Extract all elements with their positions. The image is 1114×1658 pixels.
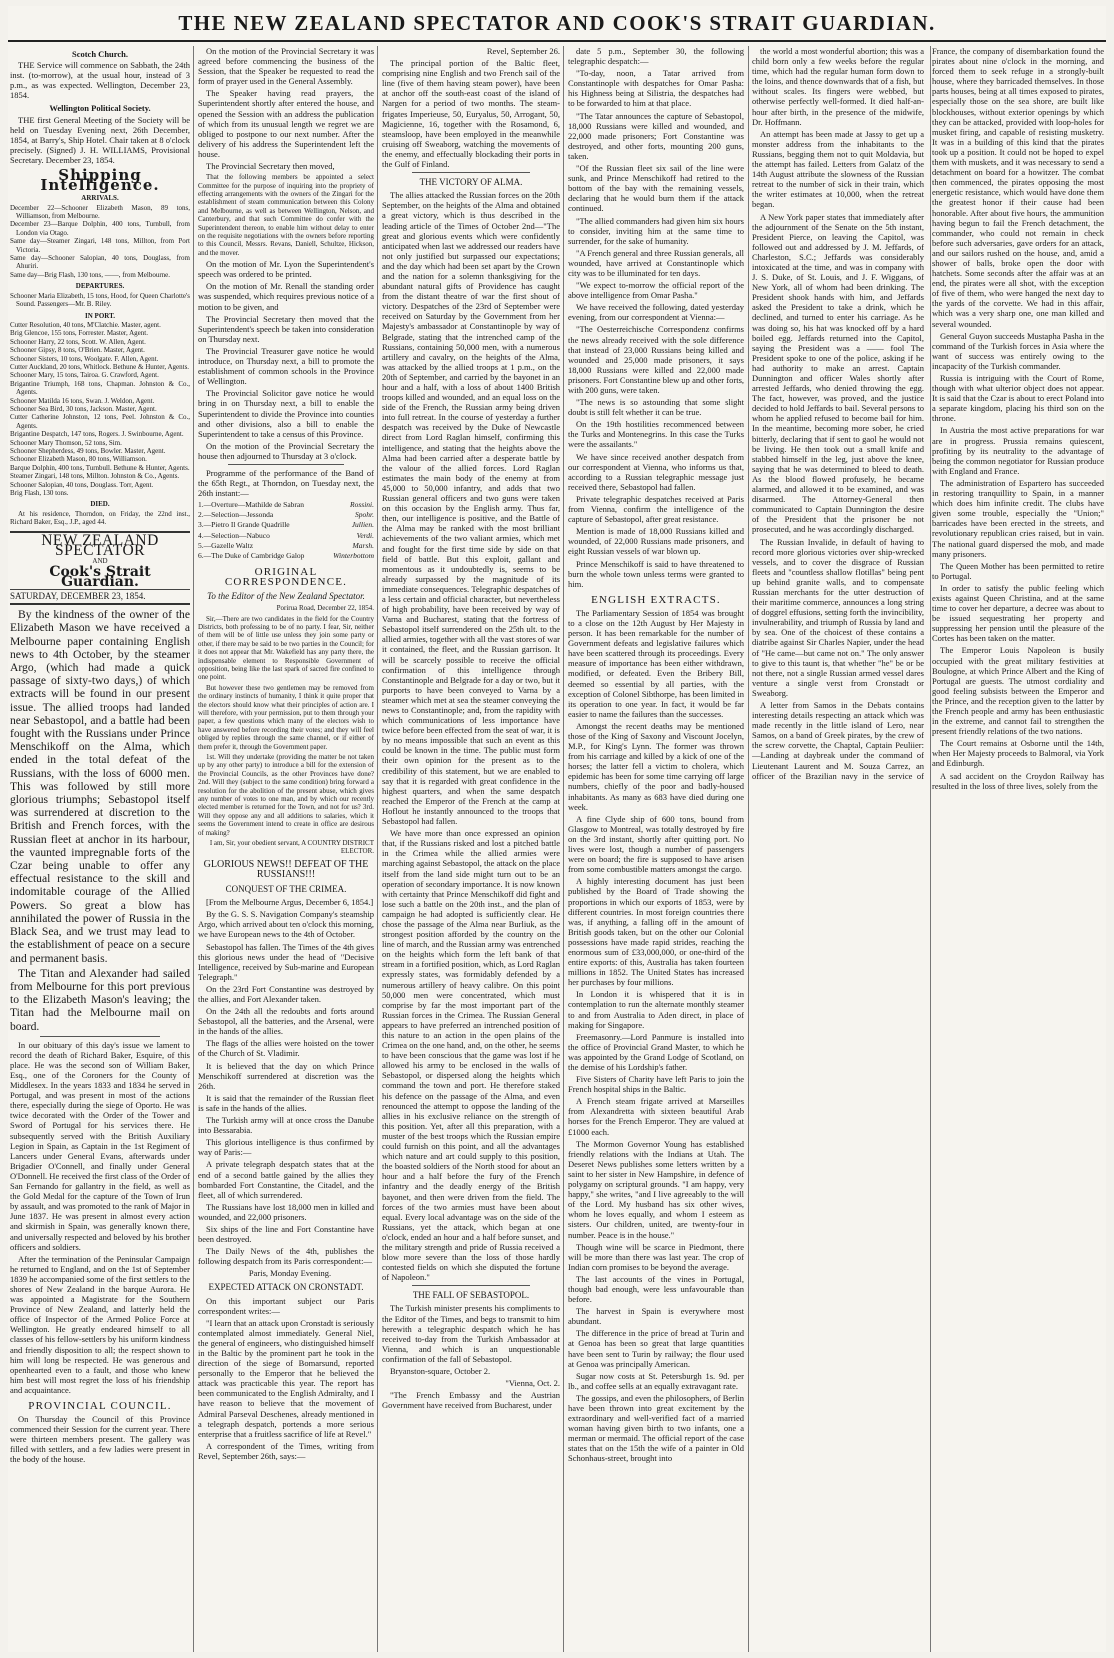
list-item: Schooner Maria Elizabeth, 15 tons, Hood, for Queen Charlotte's Sound. Passengers—Mr. B. Riley. (10, 291, 190, 309)
paragraph: "The French Embassy and the Austrian Government have received from Bucharest, under (382, 1390, 560, 1411)
programme-item: 4.—Selection—Nabuco (198, 530, 270, 540)
paragraph: "The news is so astounding that some slight doubt is still felt whether it can be true. (568, 397, 744, 418)
list-item: Same day—Brig Flash, 130 tons, ——, from Melbourne. (10, 270, 171, 279)
paragraph: On the 19th hostilities recommenced between the Turks and Montenegrins. In this case the Turks were the assailants." (568, 419, 744, 450)
arrivals-list (10, 204, 190, 280)
programme-item: 6.—The Duke of Cambridge Galop (198, 550, 305, 560)
paragraph: It is said that the remainder of the Russian fleet is safe in the hands of the allies. (198, 1092, 374, 1113)
letter-body: Sir,—There are two candidates in the field for the Country Districts, both professing to be of no party. I fear, Sir, neither of them will be of little use unless they join some party or other, if there may be said to be two parties in the Council; for it does not appear that Mr. Wakefield has any party there, the indispensable element to Responsible Government of opposition, being like the last spark of sacred fire confined to one point. (198, 614, 374, 682)
list-item: December 23—Barque Dolphin, 400 tons, Turnbull, from London via Otago. (10, 220, 190, 237)
died-notice: At his residence, Thorndon, on Friday, the 22nd inst., Richard Baker, Esq., J.P., aged 44. (10, 509, 190, 527)
sebastopol-heading: THE FALL OF SEBASTOPOL. (412, 1290, 530, 1301)
paragraph: A New York paper states that immediately after the adjournment of the Senate on the 5th instant, President Pierce, on leaving the Capitol, was followed out and addressed by J. M. Jeffards, of Charleston, S.C.; Jeffards was considerably intoxicated at the time, and was in company with J. S. Duke, of St. Louis, and J. F. Wiggans, of New York, all of whom had been drinking. The President shook hands with him, and Jeffards asked the President to take a drink, which he declined, and turned to enter his carriage. As he was doing so, his hat was knocked off by a hard boiled egg. Jeffards returned into the Capitol, saying the President was a —— fool The President spoke to one of the police, asking if he had authority to make an arrest. Captain Dunnington and officer Wales shortly after arrested Jeffards, who denied throwing the egg. The fact, however, was proved, and the justice decided to hold Jeffards to bail. Several persons to whom he applied refused to become bail for him. In the meantime, becoming more sober, he cried bitterly, declaring that if sent to gaol he would not be living. He then took out a small knife and stabbed himself in the leg, just above the knee, saying that he was determined to bleed to death. As the blood flowed profusely, he became alarmed, and allowed it to be examined, and was disarmed. The Attorney-General then communicated to Captain Dunnington the desire of the President that the prisoner be not prosecuted, and he was accordingly discharged. (752, 211, 924, 535)
paragraph: The Russian Invalide, in default of having to record more glorious victories over ship-wrecked vessels, and to cover the disgrace of Russian fleets and "countless shallow flotillas" being pent up behind granite walls, and to compensate Russian merchants for the utter destruction of their maritime commerce, announces a long string of doggrel effusions, setting forth the invincibility, invulnerability, and triumph of Russia by land and by sea. One of the choicest of these contains a diatribe against Sir Charles Napier, under the head of "He came—but came not on." The only answer to give to this taunt is, that whether "he" be or be not there, not a single Russian armed vessel dares venture a single verst from Cronstadt or Sweaborg. (752, 536, 924, 698)
paragraph: General Guyon succeeds Mustapha Pasha in the command of the Turkish forces in Asia where the want of success was entirely owing to the incapacity of the Turkish commander. (932, 330, 1104, 371)
spectator-and: AND (92, 556, 108, 565)
paragraph: The Turkish minister presents his compliments to the Editor of the Times, and begs to transmit to him herewith a telegraphic despatch which he has received to-day from the Turkish Ambassador at Vienna, and which is an unquestionable confirmation of the fall of Sebastopol. (382, 1303, 560, 1364)
revel-dateline: Revel, September 26. (486, 46, 560, 56)
paragraph: Freemasonry.—Lord Panmure is installed into the office of Provincial Grand Master, to which he was appointed by the Grand Lodge of Scotland, on the demise of his Lordship's father. (568, 1031, 744, 1072)
obituary: In our obituary of this day's issue we lament to record the death of Richard Baker, Esquire, of this place. He was the second son of William Baker, Esq., one of the Coroners for the County of Middlesex. In the years 1833 and 1834 he served in Portugal, and was present in most of the actions there, especially during the siege of Oporto. He was twice decorated with the Order of the Tower and Sword of Portugal for his services there. He subsequently served with the British Auxiliary Legion in Spain, as Captain in the 1st Regiment of Lancers under General Evans, afterwards under Brigadier O'Connell, and finally under General O'Donnell. He received the first class of the Order of San Fernando for gallantry in the field, as well as the Gold Medal for the capture of the Town of Irun by assault, and was promoted to the rank of Major in June 1837. He was present in almost every action and skirmish in Spain, was generally known there, and universally respected and beloved by his brother officers and soldiers. (10, 1039, 190, 1252)
paragraph: The Mormon Governor Young has established friendly relations with the Indians at Utah. The Deseret News publishes some letters written by a saint to her sister in New Hampshire, in defence of polygamy on scriptural grounds. "I am happy, very happy," she writes, "and I live agreeably to the will of the Lord. My husband has six other wives, whom he loves equally, and whom I esteem as sisters. Our children, united, are twenty-four in number. Peace is in the house." (568, 1138, 744, 1240)
paragraph: "The Tatar announces the capture of Sebastopol, 18,000 Russians were killed and wounded, and 22,000 made prisoners; Fort Constantine was destroyed, and other forts, mounting 200 guns, taken. (568, 110, 744, 161)
paragraph: The Court remains at Osborne until the 14th, when Her Majesty proceeds to Balmoral, via York and Edinburgh. (932, 738, 1104, 769)
programme-row (198, 520, 374, 530)
paragraph: A letter from Samos in the Debats contains interesting details respecting an attack which was made recently in the little island of Lero, near Samos, on a band of Greek pirates, by the crew of the screw corvette, the Chaptal, Captain Peuliier:—Landing at daybreak under the command of Lieutenant Laurent and M. Souza Carrez, an officer of the Brazilian navy in the service of France, the company of disembarkation found the pirates about nine o'clock in the morning, and forced them to seek refuge in a strongly-built house, where they barricaded themselves. In those parts houses, being at all times exposed to pirates, especially those on the sea shore, are built like blockhouses, without exterior openings by which they can be attacked, provided with loop-holes for musket firing, and capable of resisting musketry. It was in a building of this kind that the pirates took up a position. It could not be hoped to expel them with muskets, and it was necessary to send a detachment on board for a howitzer. The combat then commenced, the pirates opposing the most energetic resistance, which would have done them the greatest honor if their cause had been honorable. After about five hours, the ammunition having begun to fail the French detachment, the commander, who could not remain in check before such adversaries, gave orders for an attack, and our sailors rushed on the house, and, amid a shower of balls, broke open the door with hatchets. Some seconds after the affair was at an end, the pirates were all shot, with the exception of five of them, who were hanged the next day to the yards of the corvette. We had in this affair, which was a very sharp one, one man killed and several wounded. (752, 46, 1104, 781)
column-1 (10, 46, 190, 1652)
paragraph: On the motion of Mr. Renall the standing order was suspended, which requires previous notice of a motion to be given, and (198, 281, 374, 312)
paragraph: It is believed that the day on which Prince Menschikoff surrendered at discretion was the 26th. (198, 1060, 374, 1091)
glorious-heading: GLORIOUS NEWS!! DEFEAT OF THE RUSSIANS!!! (203, 858, 369, 880)
programme-row (198, 541, 374, 551)
paragraph: The Russians have lost 18,000 men in killed and wounded, and 22,000 prisoners. (198, 1201, 374, 1222)
programme-composer: Rossini. (350, 500, 374, 510)
notice-heading: Scotch Church. (71, 49, 129, 59)
list-item: Schooner Mary, 15 tons, Tairoa. G. Crawford, Agent. (10, 371, 159, 380)
paragraph: "Of the Russian fleet six sail of the line were sunk, and Prince Menschikoff had retired to the bottom of the bay with the remaining vessels, declaring that he would burn them if the attack continued. (568, 163, 744, 214)
column-4 (568, 46, 744, 1652)
list-item: Schooner Salopian, 40 tons, Douglass. Torr, Agent. (10, 480, 154, 489)
programme-composer: Marsh. (352, 540, 374, 550)
alma-heading: THE VICTORY OF ALMA. (419, 177, 523, 188)
list-item: Steamer Zingari, 148 tons, Millton. Johnston & Co., Agents. (10, 472, 180, 481)
programme-item: 5.—Gazelle Waltz (198, 540, 254, 550)
paragraph: The Queen Mother has been permitted to retire to Portugal. (932, 560, 1104, 581)
programme-composer: Verdi. (356, 530, 374, 540)
programme-composer: Spohr. (355, 510, 374, 520)
paragraph: An attempt has been made at Jassy to get up a monster address from the inhabitants to the Russians, begging them not to quit Moldavia, but the attempt has failed. Letters from Galatz of the 14th August attribute the slowness of the Russian retreat to the number of sick in their train, which the writer estimates at 10,000, when the retreat began. (752, 128, 924, 210)
paragraph: On the motion of the Provincial Secretary the house then adjourned to Thursday at 3 o'clock. (198, 440, 374, 461)
divider (228, 464, 344, 465)
paragraph: The Provincial Secretary then moved that the Superintendent's speech be taken into consideration on Thursday next. (198, 313, 374, 344)
paragraph: The last accounts of the vines in Portugal, though bad enough, were less unfavourable than before. (568, 1273, 744, 1305)
inport-label: IN PORT. (85, 311, 115, 320)
obituary-2: After the termination of the Peninsular Campaign he returned to England, and on the 1st of September 1839 he accompanied some of the first settlers to the shores of New Zealand in the barque Aurora. He was appointed a Magistrate for the Southern Province of New Zealand, and latterly held the office of Inspector of the Armed Police Force at Wellington. He greatly endeared himself to all classes of his fellow-settlers by his uniform kindness and friendly disposition to all; the respect shown to him will long be respected. He was generous and openhearted even to a fault, and those who knew him best will most regret the loss of his friendship and acquaintance. (10, 1253, 190, 1395)
spectator-title: NEW ZEALAND SPECTATOR (10, 531, 190, 556)
paragraph: Five Sisters of Charity have left Paris to join the French hospital ships in the Baltic. (568, 1074, 744, 1095)
paragraph: "I learn that an attack upon Cronstadt is seriously contemplated almost immediately. General Niel, the general of engineers, who distinguished himself in the Baltic by the prominent part he took in the direction of the siege of Bomarsund, reported personally to the Emperor that he believed the attack was practicable this year. The report has been communicated to the English Admiralty, and I have reason to believe that the movement of Admiral Parseval Deschenes, already mentioned in a telegraph despatch, portends a more serious enterprise that a fruitless sacrifice of life at Revel." (198, 1317, 374, 1439)
newspaper-page (8, 6, 1106, 1652)
masthead-title: THE NEW ZEALAND SPECTATOR AND COOK'S STRAIT GUARDIAN. (178, 11, 936, 35)
paragraph: This glorious intelligence is thus confirmed by way of Paris:— (198, 1137, 374, 1158)
letter-place: Porirua Road, December 22, 1854. (276, 604, 374, 613)
list-item: Schooner Elizabeth Mason, 80 tons, Williamson. (10, 455, 147, 464)
correspondence-heading: ORIGINAL CORRESPONDENCE. (224, 565, 348, 588)
paragraph: The harvest in Spain is everywhere most abundant. (568, 1306, 744, 1327)
notice-heading: Wellington Political Society. (49, 103, 151, 114)
paragraph: Sugar now costs at St. Petersburgh 1s. 9d. per lb., and coffee sells at an equally extravagant rate. (568, 1370, 744, 1391)
paragraph: In Austria the most active preparations for war are in progress. Prussia remains quiescent, profiting by its neutrality to the advantage of being the common negotiator for Russian produce with England and France. (932, 425, 1104, 476)
programme-row (198, 500, 374, 510)
notice-body: THE Service will commence on Sabbath, the 24th inst. (to-morrow), at the usual hour, instead of 3 p.m., as was expected. Wellington, December 23, 1854. (10, 60, 190, 101)
notice-body: THE first General Meeting of the Society will be held on Tuesday Evening next, 26th December, 1854, at Barry's, Ship Hotel. Chair taken at 8 o'clock precisely. (Signed) J. H. WILLIAMS, Provisional Secretary. December 23, 1854. (10, 114, 190, 165)
programme-composer: Jullien. (351, 520, 374, 530)
paragraph: "The allied commanders had given him six hours to consider, inviting him at the same time to surrender, for the sake of humanity. (568, 215, 744, 246)
died-label: DIED. (90, 500, 110, 509)
list-item: Schooner Mary Thomson, 52 tons, Sim. (10, 438, 122, 447)
list-item: Barque Dolphin, 400 tons, Turnbull. Bethune & Hunter, Agents. (10, 463, 190, 472)
paragraph: The Provincial Secretary then moved, (206, 161, 335, 172)
columns (8, 46, 1106, 1652)
paragraph: "To-day, noon, a Tatar arrived from Constantinople with despatches for Omar Pasha: his Highness being at Silistria, the despatches had to be forwarded to him at that place. (568, 68, 744, 109)
paragraph: Private telegraphic despatches received at Paris from Vienna, confirm the intelligence of the capture of Sebastopol, after great resistance. (568, 493, 744, 525)
paragraph: Though wine will be scarce in Piedmont, there will be more than there was last year. The crop of Indian corn promises to be beyond the average. (568, 1241, 744, 1272)
list-item: December 22—Schooner Elizabeth Mason, 89 tons, Williamson, from Melbourne. (10, 203, 190, 221)
paragraph: A private telegraph despatch states that at the end of a second battle gained by the allies they bombarded Fort Constantine, the Citadel, and the fleet, all of which surrendered. (198, 1159, 374, 1200)
paris-line: Paris, Monday Evening. (248, 1268, 332, 1279)
paragraph: We have since received another despatch from our correspondent at Vienna, who informs us that, according to a Russian telegraphic message just received there, Sebastopol had fallen. (568, 451, 744, 492)
leading-article: By the kindness of the owner of the Elizabeth Mason we have received a Melbourne paper containing English news to 4th October, by the steamer Argo, (which had made a quick passage of sixty-two days,) of which extracts will be found in our present issue. The allied troops had landed near Sebastopol, and a battle had been fought with the Russians under Prince Menschikoff on the Alma, which ended in the total defeat of the Russians, with the loss of 6000 men. This was followed by still more glorious triumphs; Sebastopol itself was surrendered at discretion to the British and French forces, with the Russian fleet at anchor in its harbour, the vaunted impregnable forts of the Czar being unable to offer any effectual resistance to the skill and indomitable courage of the Allied Powers. So great a blow has annihilated the power of Russia in the Black Sea, and we trust may lead to the establishment of peace on a secure and permanent basis. (10, 608, 190, 965)
programme-row (198, 551, 374, 561)
programme-composer: Winterbottom (333, 550, 374, 560)
paragraph: The Turkish army will at once cross the Danube into Bessarabia. (198, 1115, 374, 1136)
council-body: On Thursday the Council of this Province commenced their Session for the current year. There were thirteen members present. The gallery was filled with settlers, and a few ladies were present in the body of the house. (10, 1414, 190, 1465)
departures-label: DEPARTURES. (75, 282, 125, 291)
programme-row (198, 531, 374, 541)
list-item: Schooner Matilda 16 tons, Swan. J. Weldon, Agent. (10, 396, 155, 405)
paragraph: the world a most wonderful abortion; this was a child born only a few weeks before the regular time, which had the regular human form down to the loins, and thence downwards that of a fish, but without scales. Its fingers were webbed, but otherwise perfectly well-formed. It died half-an-hour after birth, in the presence of the midwife, Dr. Hoffmann. (752, 46, 924, 127)
paragraph: A fine Clyde ship of 600 tons, bound from Glasgow to Montreal, was totally destroyed by fire on the 3rd instant, shortly after quitting port. No lives were lost, though a number of passengers were on board; the fire is supposed to have arisen from some combustible matters amongst the cargo. (568, 813, 744, 875)
column-2 (198, 46, 374, 1652)
paragraph: The Daily News of the 4th, publishes the following despatch from its Paris correspondent:— (198, 1246, 374, 1267)
list-item: Same day—Steamer Zingari, 148 tons, Millton, from Port Victoria. (10, 237, 190, 254)
letter-signature: I am, Sir, your obedient servant, A COUNTRY DISTRICT ELECTOR. (209, 839, 374, 856)
paragraph: Six ships of the line and Fort Constantine have been destroyed. (198, 1223, 374, 1245)
paragraph: Prince Menschikoff is said to have threatened to burn the whole town unless terms were granted to him. (568, 558, 744, 589)
source-line: [From the Melbourne Argus, December 6, 1854.] (206, 897, 374, 908)
list-item: Brigantine Triumph, 168 tons, Chapman. Johnston & Co., Agents. (10, 379, 190, 397)
divider (412, 172, 530, 173)
paragraph: On the motion of Mr. Lyon the Superintendent's speech was ordered to be printed. (198, 259, 374, 280)
paragraph: A sad accident on the Croydon Railway has resulted in the loss of three lives, solely from the (932, 770, 1104, 791)
list-item: Same day—Schooner Salopian, 40 tons, Douglass, from Ahuriri. (10, 254, 190, 271)
paragraph: The difference in the price of bread at Turin and at Genoa has been so great that large quantities have been sent to Turin by railway; the flour used at Genoa was principally American. (568, 1328, 744, 1369)
paragraph: On the 24th all the redoubts and forts around Sebastopol, all the batteries, and the Arsenal, were in the hands of the allies. (198, 1006, 374, 1037)
paragraph: The administration of Espartero has succeeded in restoring tranquillity to Spain, in a manner which does him infinite credit. The clubs have given some trouble, especially the "Union;" barricades have been erected in the streets, and revolutionary republican cries raised, but in vain. The national guard dispersed the mob, and made many prisoners. (932, 477, 1104, 559)
paragraph: Amongst the recent deaths may be mentioned those of the King of Saxony and Viscount Jocelyn, M.P., for King's Lynn. The former was thrown from his carriage and killed by a kick of one of the horses; the latter fell a victim to cholera, which epidemic has been for some time carrying off large numbers, chiefly of the poor and badly-housed inhabitants. As many as 683 have died during one week. (568, 720, 744, 812)
correspondence-subheading: To the Editor of the New Zealand Spectator. (207, 591, 365, 601)
paragraph: In order to satisfy the public feeling which exists against Queen Christina, and at the same time to cover her departure, a decree was about to be issued sequestrating her property and suppressing her pension until the pleasure of the Cortes has been taken on the matter. (932, 582, 1104, 644)
list-item: Schooner Sea Bird, 30 tons, Jackson. Master, Agent. (10, 404, 157, 413)
letter-body: But however these two gentlemen may be removed from the ordinary instincts of humanity, I think it quite proper that the electors should know what their principles of action are. I will therefore, with your permission, put to them through your paper, a few questions which many of the electors wish to have answered before recording their votes; and they will feel obliged by replies through the same channel, or if either of them prefer it, through the Government paper. (198, 683, 374, 751)
list-item: Brigantine Despatch, 147 tons, Rogers. J. Swinbourne, Agent. (10, 430, 184, 439)
programme-intro: Programme of the performance of the Band of the 65th Regt., at Thorndon, on Tuesday next, the 26th instant:— (198, 467, 374, 499)
paragraph: The gossips, and even the philosophers, of Berlin have been thrown into great excitement by the extraordinary and well-verified fact of a married woman having given birth to two infants, one a merman or mermaid. The official report of the case states that on the 15th the wife of a painter in Old Schonhaus-street, brought into (568, 1392, 744, 1464)
programme-item: 2.—Selection—Jessonda (198, 510, 274, 520)
list-item: Brig Glencoe, 155 tons, Forrester. Master, Agent. (10, 329, 148, 338)
paragraph: Sebastopol has fallen. The Times of the 4th gives this glorious news under the head of "Decisive Intelligence, received by Sub-marine and European Telegraph." (198, 941, 374, 982)
band-programme (198, 500, 374, 561)
masthead (8, 6, 1106, 42)
paragraph: "The Oesterreichische Correspondenz confirms the news already received with the sole difference that instead of 23,000 Russians being killed and wounded and 25,000 made prisoners, it says 18,000 Russians were killed and 22,000 made prisoners. Fort Constantine blew up and other forts, with 200 guns, were taken. (568, 324, 744, 395)
cronstadt-heading: EXPECTED ATTACK ON CRONSTADT. (208, 1282, 364, 1293)
column-3 (382, 46, 560, 1652)
paragraph: We have more than once expressed an opinion that, if the Russians risked and lost a pitched battle in the Crimea while the allied armies were marching against Sebastopol, the attack on the place itself from the land side might turn out to be an operation of secondary importance. It is now known with certainty that Prince Menschikoff did fight and lose such a battle on the 20th inst., and the plan of campaign he had adopted is sufficiently clear. He chose the passage of the Alma near Burliuk, as the strongest position afforded by the country on the line of march, and the Russian army was entrenched on the heights which form the left bank of that stream in a fortified position, which, as Lord Raglan expressly states, was formidably defended by a numerous artillery of heavy calibre. On this point 50,000 men were concentrated, which must comprise by far the most important part of the Russian forces in the Crimea. The Russian General appears to have preferred an intrenched position of this nature to an action in the open plains of the Crimea on the one hand, and, on the other, he seems to have been conscious that the game was lost if he allowed his army to be enclosed in the walls of Sebastopol, or dispersed along the heights which command the town and port. He therefore staked his defence on the passage of the Alma, and even renounced the attempt to oppose the landing of the allies in his exclusive reliance on the strength of this position. Yet, after all this preparation, with a muster of the best troops which the Russian empire could furnish on this point, and all the advantages which nature and art could supply to this position, the boasted soldiers of the North stood for about an hour and a half before the fury of the French infantry and the deadly energy of the British bayonet, and then were driven from the field. The forces of the two armies must have been about equal. Every local advantage was on the side of the Russians, yet the attack, which began at one o'clock, ended an hour and a half before sunset, and the military strength and pride of Russia received a blow more severe than the loss of those hardly contested fields on which she disputed the fortune of Napoleon." (382, 828, 560, 1283)
paragraph: Russia is intriguing with the Court of Rome, though with what ulterior object does not appear. It is said that the Czar is about to erect Poland into a separate kingdom, placing his third son on the throne. (932, 373, 1104, 424)
leading-article-2: The Titan and Alexander had sailed from Melbourne for this port previous to the Elizabeth Mason's leaving; the Titan had the Melbourne mail on board. (10, 966, 190, 1033)
paragraph: The allies attacked the Russian forces on the 20th September, on the heights of the Alma and obtained a great victory, which is thus described in the leading article of the Times of October 2nd—"The great and glorious events which were confidently anticipated when last we addressed our readers have not only justified but surpassed our expectations; and the day which had been set apart by the Crown and the nation for a solemn thanksgiving for the abundant natural gifts of Providence has caught from the distant theatre of war the first shout of victory. Despatches of the 23rd of September were received on Saturday by the Government from her Majesty's ambassador at Constantinople by way of Belgrade, stating that the intrenched camp of the Russians, containing 50,000 men, with a numerous artillery and cavalry, on the heights of the Alma, was attacked by the allied troops at 1 p.m., on the 20th of September, and carried by the bayonet in an hour and a half, with a loss of about 1400 British troops killed and wounded, and an equal loss on the side of the French, the Russian army being driven into full retreat. In the course of yesterday a further despatch was received by the Duke of Newcastle direct from Lord Raglan himself, confirming this intelligence, and stating that the heights above the Alma had been carried after a desperate battle by the valour of the allied forces. Lord Raglan estimates the main body of the enemy at from 45,000 to 50,000 infantry, and adds that two Russian general officers and two guns were taken on this occasion by the English army. Thus far, then, our intelligence is positive, and the Battle of the Alma may be ranked with the most brilliant achievements of the two valiant armies, which met and fought for the first time side by side on that field of battle. But this exploit, gallant and momentous as it undoubtedly is, seems to be already surpassed by the magnitude of its immediate consequences. Telegraphic despatches of a less certain and official character, but nevertheless of high probability, have been received by way of Varna and Bucharest, stating that the fortress of Sebastopol itself surrendered on the 25th ult. to the allied armies, together with all the vast stores of war it contained, the fleet, and the Russian garrison. It will be scarcely possible to receive the official confirmation of this intelligence through Constantinople and Belgrade for a day or two, but it purports to have been conveyed to Varna by a steamer which met at sea the steamer conveying the news to Constantinople; and, from the rapidity with which communications of less importance have twice before been effected from the seat of war, it is by no means impossible that such an event as this could be known in the time. The public must form their own opinion for the present as to the credibility of this statement, but we are enabled to say that it is regarded with great confidence in the highest quarters, and when the same despatch reached the Emperor of the French at the camp at Hoflout he instantly announced to the troops that Sebastopol had fallen. (382, 190, 560, 827)
council-heading: PROVINCIAL COUNCIL. (28, 1400, 172, 1412)
paragraph: The flags of the allies were hoisted on the tower of the Church of St. Vladimir. (198, 1038, 374, 1059)
paragraph: By the G. S. S. Navigation Company's steamship Argo, which arrived about ten o'clock this morning, we have European news to the 4th of October. (198, 909, 374, 940)
list-item: Cutter Auckland, 20 tons, Whitlock. Bethune & Hunter, Agents. (10, 362, 190, 371)
list-item: Schooner Gipsy, 8 tons, O'Brien. Master, Agent. (10, 346, 145, 355)
list-item: Cutter Catherine Johnston, 12 tons, Peel. Johnston & Co., Agents. (10, 413, 190, 430)
paragraph: The Speaker having read prayers, the Superintendent shortly after entered the house, and opened the Session with an address the publication of which from its unusual length we regret we are obliged to postpone to our next number. After the delivery of his address the Superintendent left the house. (198, 88, 374, 159)
list-item: Schooner Shepherdess, 49 tons, Bowler. Master, Agent. (10, 447, 166, 455)
conquest-heading: CONQUEST OF THE CRIMEA. (225, 884, 347, 895)
list-item: Schooner Harry, 22 tons, Scott. W. Allen, Agent. (10, 337, 146, 346)
divider (40, 1036, 160, 1037)
inport-list (10, 321, 190, 498)
list-item: Cutter Resolution, 40 tons, M'Clatchie. Master, agent. (10, 320, 161, 329)
paragraph: Mention is made of 18,000 Russians killed and wounded, of 22,000 Russians made prisoners, and eight Russian vessels of war blown up. (568, 526, 744, 557)
programme-item: 3.—Pietro Il Grande Quadrille (198, 520, 290, 530)
departures-list (10, 292, 190, 309)
divider (412, 1285, 530, 1286)
paragraph: "Vienna, Oct. 2. (505, 1378, 560, 1389)
paragraph: On the motion of the Provincial Secretary it was agreed before commencing the business of the Session, that the Speaker be requested to read the form of prayer used in the General Assembly. (198, 46, 374, 87)
programme-row (198, 510, 374, 520)
paragraph: The Parliamentary Session of 1854 was brought to a close on the 12th August by Her Majesty in person. It has been remarkable for the number of Government defeats and legislative failures which have been scattered through its proceedings. Every measure of importance has been either withdrawn, modified, or defeated. Even the Bribery Bill, deemed so essential by all parties, with the exception of Colonel Sibthorpe, has been limited in its operation to one year. In fact, it would be far easier to name the failures than the successes. (568, 607, 744, 719)
spectator-subtitle: Cook's Strait Guardian. (49, 563, 151, 591)
column-5-6 (752, 46, 1104, 1652)
paragraph: A highly interesting document has just been published by the Board of Trade showing the proportions in which our exports of 1853, were by different countries. In most foreign countries there was, if anything, a falling off in the amount of British goods taken, but on the other our Colonial possessions have made rapid strides, reaching the enormous sum of £33,000,000, or one-third of the entire exports: of this, Australia has taken fourteen millions in 1852. The United States has increased her purchases by four millions. (568, 876, 744, 988)
paragraph: On this important subject our Paris correspondent writes:— (198, 1295, 374, 1316)
arrivals-label: ARRIVALS. (81, 194, 119, 203)
paragraph: A French steam frigate arrived at Marseilles from Alexandretta with sixteen beautiful Arab horses for the French Emperor. They are valued at £1000 each. (568, 1096, 744, 1137)
list-item: Brig Flash, 130 tons. (10, 489, 69, 498)
shipping-heading: Shipping Intelligence. (40, 166, 160, 195)
paragraph: "A French general and three Russian generals, all wounded, have arrived at Constantinople which city was to be illuminated for ten days. (568, 247, 744, 278)
paragraph: A correspondent of the Times, writing from Revel, September 26th, says:— (198, 1440, 374, 1461)
paragraph: Bryanston-square, October 2. (390, 1366, 491, 1376)
paragraph: On the 23rd Fort Constantine was destroyed by the allies, and Fort Alexander taken. (198, 983, 374, 1004)
programme-item: 1.—Overture—Mathilde de Sabran (198, 500, 305, 510)
extracts-heading: ENGLISH EXTRACTS. (591, 593, 721, 606)
paragraph: The Provincial Treasurer gave notice he would introduce, on Thursday next, a bill to promote the establishment of common schools in the Province of Wellington. (198, 345, 374, 387)
paragraph: In London it is whispered that it is in contemplation to run the alternate monthly steamer to and from Australia to Aden direct, in place of making for Singapore. (568, 989, 744, 1030)
paragraph: The Emperor Louis Napoleon is busily occupied with the great military festivities at Boulogne, at which Prince Albert and the King of Portugal are guests. The utmost cordiality and good feeling subsists between the Emperor and the Prince, and the reception given to the latter by the French people and army has been enthusiastic in the extreme, and cannot fail to strengthen the present friendly relations of the two nations. (932, 645, 1104, 737)
paragraph: "We expect to-morrow the official report of the above intelligence from Omar Pasha." (568, 280, 744, 301)
paragraph: date 5 p.m., September 30, the following telegraphic despatch:— (568, 46, 744, 67)
paragraph: That the following members be appointed a select Committee for the purpose of inquiring into the propriety of effecting arrangements with the owners of the Zingari for the establishment of steam communication between this Colony and Melbourne, as well as between Wellington, Nelson, and Canterbury, and that such Committee do confer with the Superintendent thereon, to enable him without delay to enter on the requisite negotiations with the owners before reporting to this Council, Messrs. Revans, Daniell, Schultze, Hickson, and the mover. (198, 173, 374, 257)
dateline: SATURDAY, DECEMBER 23, 1854. (10, 589, 190, 605)
paragraph: The Provincial Solicitor gave notice he would bring in on Thursday next, a bill to enable the Superintendent to divide the Province into counties and other divisions, also a bill to enable the Superintendent to take a census of this Province. (198, 388, 374, 439)
paragraph: We have received the following, dated yesterday evening, from our correspondent at Vienna:— (568, 302, 744, 323)
letter-questions: 1st. Will they undertake (providing the matter be not taken up by any other party) to introduce a bill for the extension of the Provincial Councils, as the other Provinces have done? 2nd. Will they (subject to the same condition) bring forward a resolution for the abolition of the present abuse, which gives any number of votes to one man, and by which our recently elected member is returned for the Town, and not for us? 3rd. Will they oppose any and all additions to salaries, which it seems the Government intend to create in office are desirous of making? (198, 753, 374, 837)
paragraph: The principal portion of the Baltic fleet, comprising nine English and two French sail of the line (five of them having steam power), have been at anchor off the south-east coast of the island of Nargen for a period of two months. The steam-frigates Imperieuse, 50, Euryalus, 50, Arrogant, 50, Magicienne, 16, together with the Rosamond, 6, steamsloop, have been employed in the meanwhile cruising off Sweaborg, watching the movements of the enemy, and effectually blockading their ports in the Gulf of Finland. (382, 58, 560, 170)
list-item: Schooner Sisters, 10 tons, Woolgate. F. Allen, Agent. (10, 354, 159, 363)
